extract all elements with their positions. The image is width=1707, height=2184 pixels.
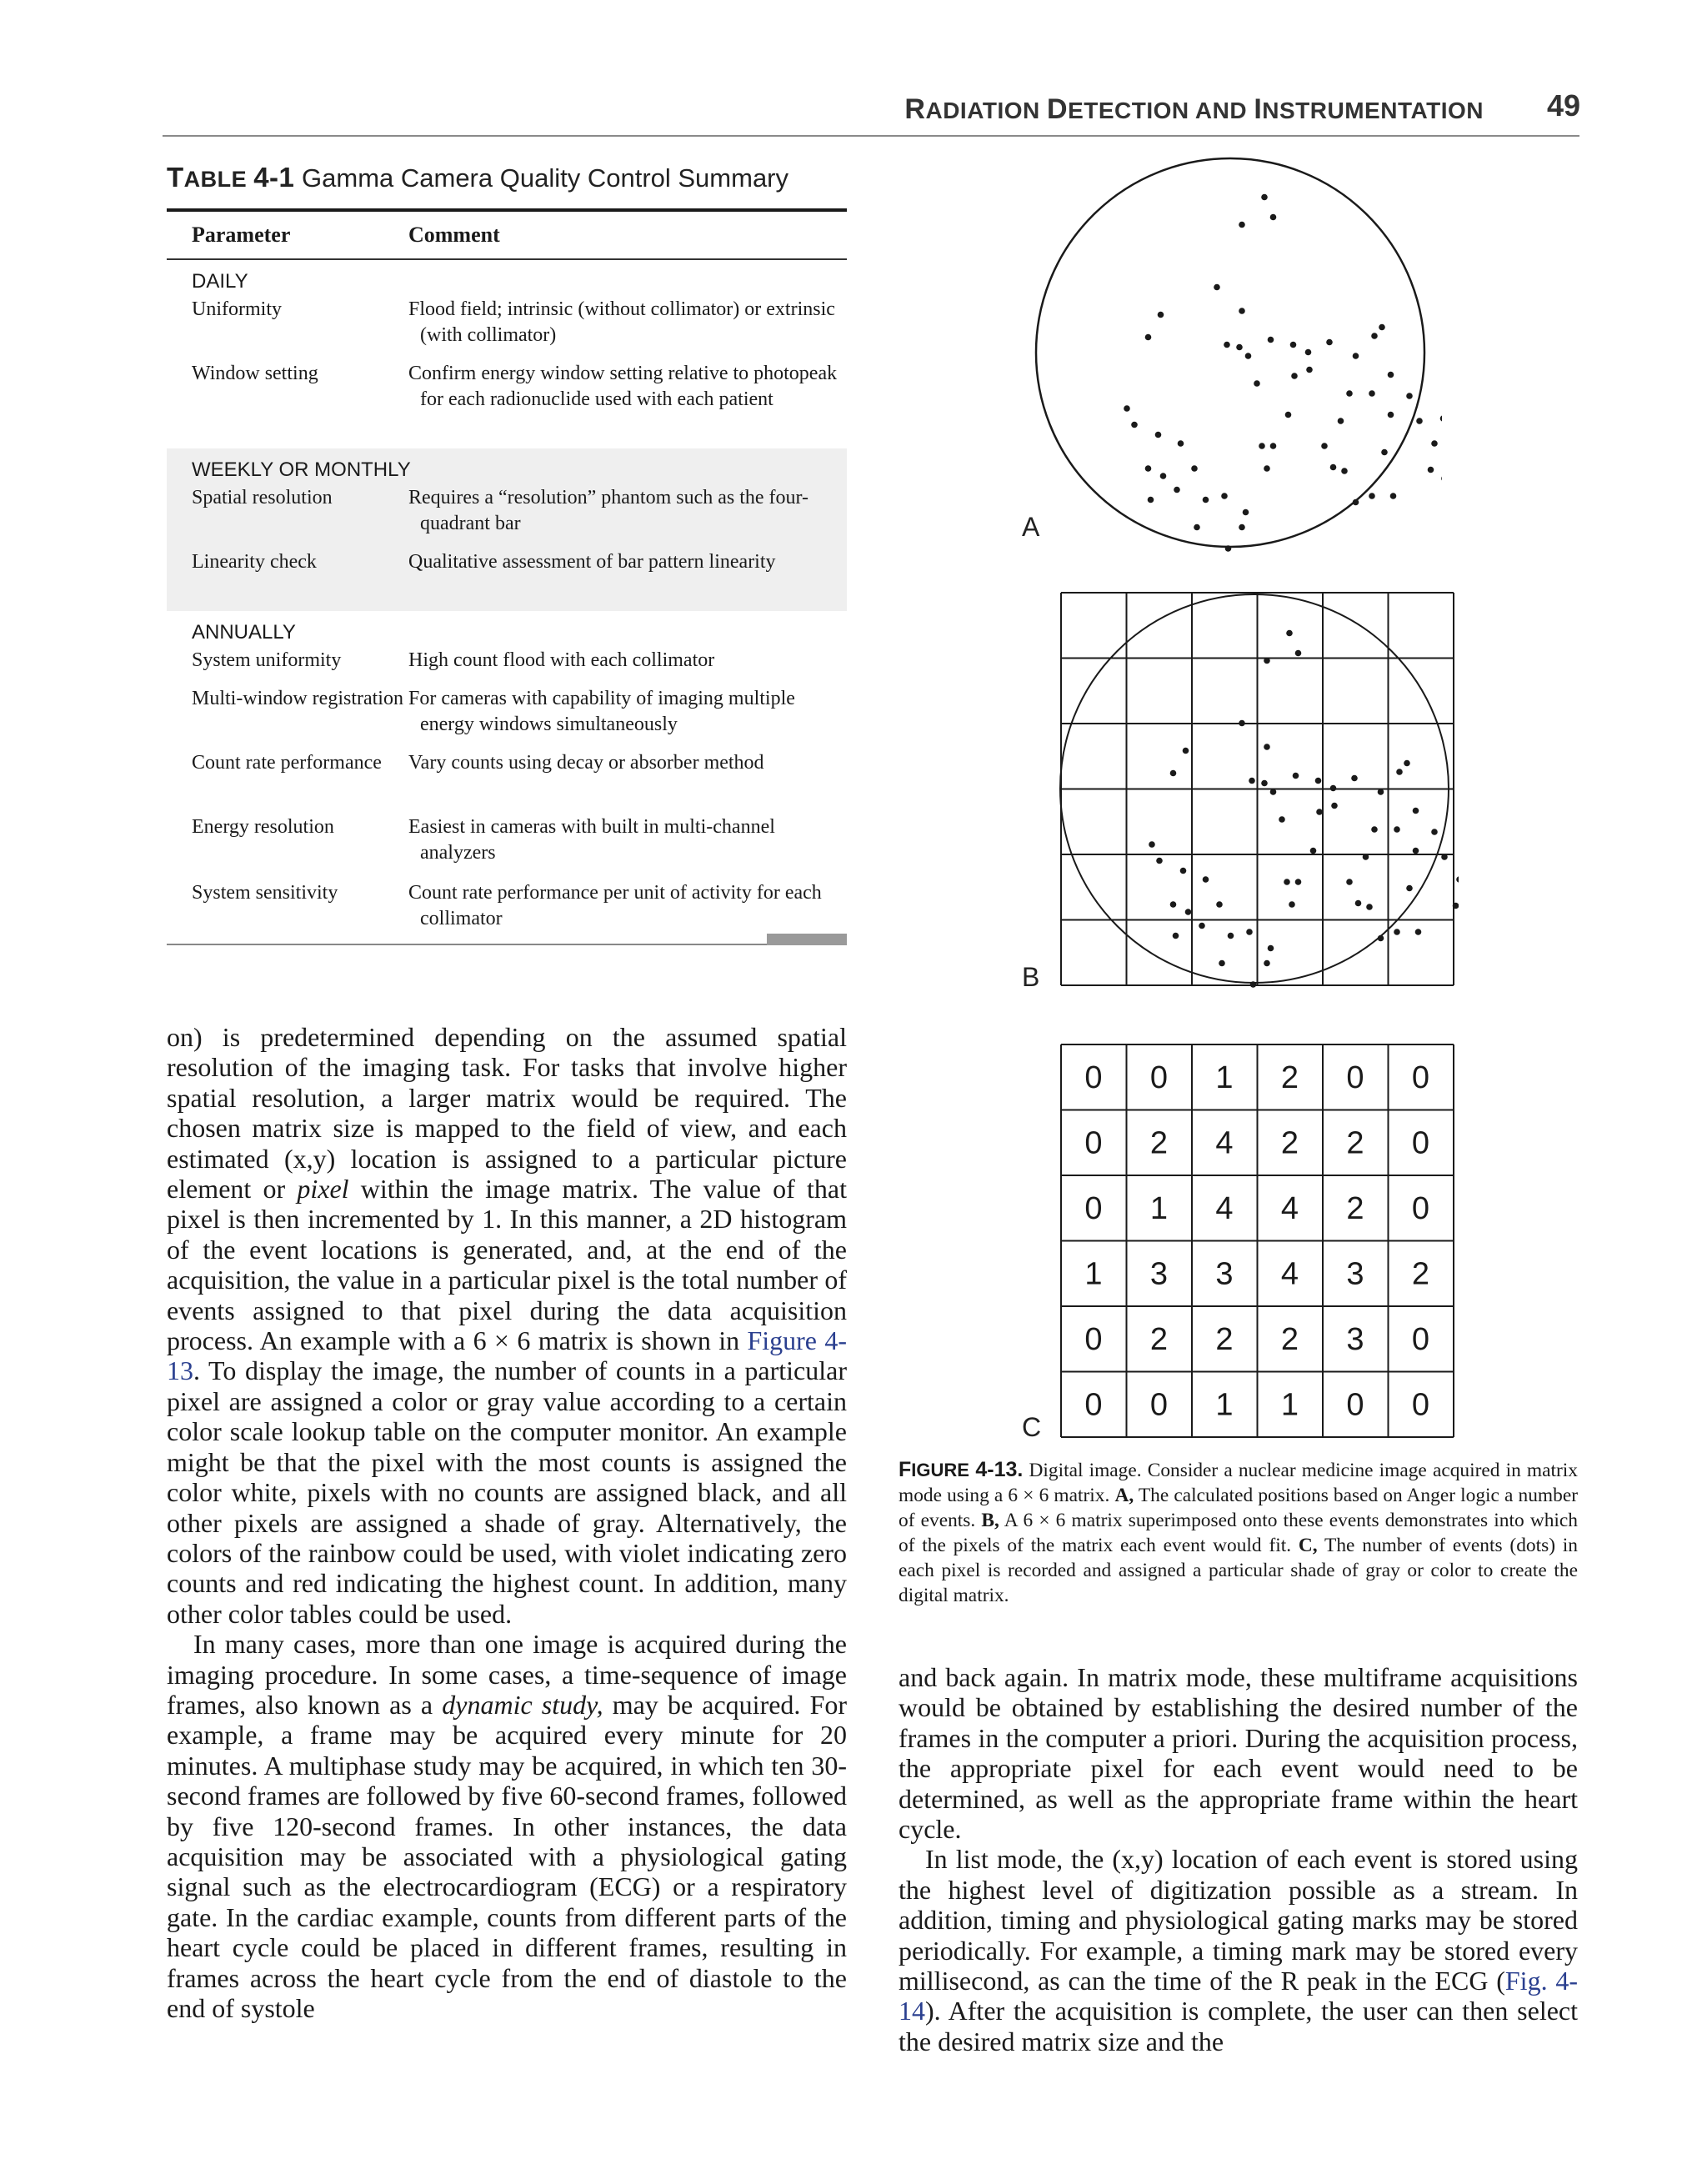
event-dot bbox=[1388, 372, 1394, 378]
figure-label-c: C bbox=[1022, 1412, 1042, 1442]
event-dot bbox=[1284, 879, 1290, 885]
event-dot bbox=[1261, 780, 1268, 787]
matrix-count: 4 bbox=[1215, 1125, 1234, 1161]
event-dot bbox=[1131, 422, 1138, 428]
event-dot bbox=[1363, 854, 1369, 860]
matrix-count: 0 bbox=[1084, 1191, 1103, 1226]
event-dot bbox=[1236, 344, 1243, 351]
matrix-count: 3 bbox=[1346, 1256, 1364, 1292]
matrix-count: 2 bbox=[1411, 1256, 1430, 1292]
event-dot bbox=[1219, 960, 1225, 967]
matrix-count: 0 bbox=[1149, 1060, 1169, 1095]
matrix-grid bbox=[1061, 593, 1454, 985]
event-dot bbox=[1353, 353, 1359, 359]
table-row: System sensitivity Count rate performance per unit of activity for each collimator bbox=[192, 882, 822, 929]
matrix-count: 3 bbox=[1149, 1256, 1169, 1292]
event-dot bbox=[1170, 770, 1177, 777]
event-dot bbox=[1261, 194, 1268, 201]
event-dot bbox=[1145, 465, 1152, 472]
table-bottom-rule bbox=[167, 944, 847, 945]
event-dot bbox=[1183, 748, 1189, 754]
matrix-count: 0 bbox=[1411, 1191, 1430, 1226]
event-dot bbox=[1124, 405, 1130, 412]
event-dot bbox=[1239, 308, 1245, 314]
event-dot bbox=[1264, 465, 1270, 472]
event-dot bbox=[1239, 720, 1245, 727]
page-number: 49 bbox=[1546, 88, 1580, 123]
event-dot bbox=[1199, 923, 1205, 929]
event-dot bbox=[1295, 650, 1302, 657]
event-dot bbox=[1293, 773, 1299, 779]
event-dot bbox=[1441, 475, 1442, 482]
event-dot bbox=[1224, 342, 1230, 348]
event-dot bbox=[1249, 778, 1255, 784]
matrix-grid bbox=[1061, 1044, 1454, 1437]
figure-caption: FIGURE 4-13. Digital image. Consider a nuclear medicine image acquired in matrix mode using a 6 × 6 matrix. A, The calculated positions based on Anger logic a number of events. B, A 6 × 6 matrix superimposed onto these events demonstrates into which of the pixels of the matrix each event would fit. C, The number of events (dots) in each pixel is recorded and assigned a particular shade of gray or color to create the digital matrix. bbox=[899, 1458, 1578, 1606]
matrix-count: 0 bbox=[1411, 1125, 1430, 1161]
event-dot bbox=[1378, 789, 1384, 795]
matrix-count: 1 bbox=[1280, 1387, 1299, 1423]
matrix-count: 1 bbox=[1149, 1191, 1169, 1226]
matrix-count: 0 bbox=[1346, 1387, 1364, 1423]
matrix-count: 4 bbox=[1280, 1256, 1299, 1292]
event-dot bbox=[1214, 284, 1220, 291]
event-dot bbox=[1170, 901, 1177, 908]
table-title-text: Gamma Camera Quality Control Summary bbox=[302, 163, 789, 193]
event-dot bbox=[1148, 497, 1154, 503]
paragraph: In many cases, more than one image is acquired during the imaging procedure. In some cases, a time-sequence of image frames, also known as a dynamic study, may be acquired. For example, a frame may be acquired every minute for 20 minutes. A multiphase study may be acquired, in which ten 30-second frames are followed by five 60-second frames, followed by five 120-second frames. In other instances, the data acquisition may be associated with a physiological gating signal such as the electrocardiogram (ECG) or a respiratory gate. In the cardiac example, counts from different parts of the heart cycle could be placed in different frames, resulting in frames across the heart cycle from the end of diastole to the end of systole bbox=[167, 1629, 848, 2023]
left-column-text bbox=[167, 1022, 847, 2023]
event-dot bbox=[1216, 901, 1223, 908]
event-dot bbox=[1268, 337, 1274, 343]
figure-label-b: B bbox=[1022, 962, 1040, 992]
event-dot bbox=[1330, 464, 1337, 471]
header-rule bbox=[163, 135, 1579, 137]
event-dot bbox=[1381, 449, 1388, 456]
event-dot bbox=[1338, 418, 1344, 424]
event-dot bbox=[1355, 900, 1362, 907]
event-dot bbox=[1441, 854, 1448, 860]
event-dot bbox=[1310, 848, 1317, 854]
matrix-count: 0 bbox=[1084, 1060, 1103, 1095]
matrix-count: 0 bbox=[1411, 1060, 1430, 1095]
event-dots bbox=[1149, 630, 1459, 988]
paragraph: and back again. In matrix mode, these multiframe acquisitions would be obtained by establishing the desired number of the frames in the computer a priori. During the acquisition process, the appropriate pixel for each event would need to be determined, as well as the appropriate frame within the heart cycle. bbox=[899, 1662, 1578, 1845]
field-of-view-circle bbox=[1036, 158, 1424, 547]
event-dot bbox=[1353, 499, 1359, 506]
figure-4-13-link[interactable]: Figure 4-13 bbox=[167, 1325, 848, 1386]
table-row: Uniformity Flood field; intrinsic (without collimator) or extrinsic (with collimator) bbox=[192, 298, 835, 346]
table-end-bar bbox=[767, 934, 847, 945]
event-dot bbox=[1203, 876, 1209, 883]
section-label: ANNUALLY bbox=[192, 621, 296, 644]
event-dot bbox=[1185, 909, 1192, 915]
matrix-count: 1 bbox=[1215, 1060, 1234, 1095]
event-dot bbox=[1264, 960, 1270, 967]
matrix-count: 0 bbox=[1149, 1387, 1169, 1423]
event-dot bbox=[1371, 826, 1378, 833]
matrix-count: 2 bbox=[1280, 1322, 1299, 1357]
matrix-count: 0 bbox=[1084, 1125, 1103, 1161]
event-dot bbox=[1379, 324, 1385, 331]
event-dot bbox=[1155, 432, 1162, 438]
event-dot bbox=[1413, 848, 1419, 854]
matrix-count: 3 bbox=[1346, 1322, 1364, 1357]
event-dot bbox=[1396, 769, 1403, 775]
event-dot bbox=[1306, 367, 1313, 373]
matrix-count: 0 bbox=[1346, 1060, 1364, 1095]
event-dot bbox=[1390, 493, 1397, 499]
matrix-count: 0 bbox=[1084, 1387, 1103, 1423]
event-dot bbox=[1243, 509, 1249, 516]
event-dot bbox=[1369, 493, 1375, 499]
event-dot bbox=[1305, 349, 1312, 356]
event-dot bbox=[1331, 803, 1338, 809]
event-dot bbox=[1250, 981, 1257, 988]
table-row: Energy resolution Easiest in cameras with built in multi-channel analyzers bbox=[192, 816, 775, 864]
matrix-count: 0 bbox=[1084, 1322, 1103, 1357]
event-dot bbox=[1194, 524, 1200, 531]
event-dot bbox=[1191, 465, 1198, 472]
section-label: DAILY bbox=[192, 270, 248, 293]
event-dot bbox=[1378, 935, 1384, 942]
event-dot bbox=[1315, 778, 1322, 784]
event-dot bbox=[1326, 339, 1333, 346]
matrix-count: 3 bbox=[1215, 1256, 1234, 1292]
matrix-count: 1 bbox=[1215, 1387, 1234, 1423]
right-column-text bbox=[899, 1662, 1578, 2056]
event-dot bbox=[1264, 658, 1270, 664]
matrix-count: 4 bbox=[1215, 1191, 1234, 1226]
matrix-count: 2 bbox=[1280, 1060, 1299, 1095]
event-dot bbox=[1239, 524, 1245, 531]
figure-4-14-link[interactable]: Fig. 4-14 bbox=[899, 1966, 1579, 2026]
matrix-count: 2 bbox=[1280, 1125, 1299, 1161]
event-dot bbox=[1259, 443, 1265, 449]
event-dot bbox=[1174, 487, 1180, 493]
section-weekly-monthly bbox=[167, 448, 847, 611]
event-dot bbox=[1268, 945, 1274, 952]
event-dot bbox=[1453, 903, 1459, 909]
event-dot bbox=[1203, 497, 1209, 503]
event-dot bbox=[1289, 901, 1295, 908]
event-dot bbox=[1160, 473, 1167, 479]
col-header-comment: Comment bbox=[408, 223, 500, 247]
figure-c-count-matrix bbox=[1059, 1042, 1459, 1442]
event-dot bbox=[1245, 353, 1252, 359]
event-dot bbox=[1341, 468, 1348, 474]
matrix-count: 2 bbox=[1149, 1125, 1169, 1161]
event-dot bbox=[1366, 904, 1373, 910]
event-dot bbox=[1415, 929, 1422, 935]
matrix-count: 2 bbox=[1149, 1322, 1169, 1357]
event-dot bbox=[1270, 443, 1277, 449]
table-row: Multi-window registration For cameras with capability of imaging multiple energy windows simultaneously bbox=[192, 688, 795, 735]
table-row: Count rate performance Vary counts using decay or absorber method bbox=[192, 752, 764, 774]
event-dot bbox=[1246, 929, 1253, 935]
event-dot bbox=[1290, 342, 1297, 348]
event-dot bbox=[1270, 789, 1277, 795]
table-row: Window setting Confirm energy window setting relative to photopeak for each radionuclide used with each patient bbox=[192, 363, 838, 410]
event-dot bbox=[1228, 933, 1234, 939]
matrix-count: 2 bbox=[1215, 1322, 1234, 1357]
event-dot bbox=[1149, 841, 1155, 848]
table-row: Spatial resolution Requires a “resolution” phantom such as the four-quadrant bar bbox=[192, 487, 809, 534]
event-dot bbox=[1369, 390, 1375, 397]
event-dot bbox=[1388, 412, 1394, 418]
table-title: TABLE 4-1 Gamma Camera Quality Control Summary bbox=[167, 162, 789, 193]
event-dot bbox=[1394, 826, 1400, 833]
event-dot bbox=[1394, 929, 1400, 935]
event-dot bbox=[1428, 467, 1434, 473]
section-annually bbox=[167, 611, 847, 932]
event-dot bbox=[1431, 829, 1438, 835]
event-dot bbox=[1371, 333, 1378, 339]
col-header-parameter: Parameter bbox=[192, 223, 291, 247]
event-dot bbox=[1440, 415, 1442, 422]
table-row: System uniformity High count flood with each collimator bbox=[192, 649, 715, 671]
event-dot bbox=[1180, 868, 1187, 874]
event-dot bbox=[1225, 545, 1232, 552]
figure-b-grid-overlay bbox=[1059, 590, 1459, 990]
event-dot bbox=[1156, 858, 1163, 864]
event-dot bbox=[1178, 440, 1184, 447]
figure-label-a: A bbox=[1022, 512, 1040, 542]
event-dot bbox=[1456, 876, 1459, 883]
event-dot bbox=[1406, 885, 1413, 892]
event-dot bbox=[1279, 816, 1285, 823]
event-dot bbox=[1346, 390, 1353, 397]
paragraph: In list mode, the (x,y) location of each event is stored using the highest level of digitization possible as a stream. In addition, timing and physiological gating marks may be stored periodically. For example, a timing mark may be stored every millisecond, as can the time of the R peak in the ECG (Fig. 4-14). After the acquisition is complete, the user can then select the desired matrix size and the bbox=[899, 1844, 1579, 2056]
event-dot bbox=[1351, 775, 1358, 782]
event-dot bbox=[1295, 879, 1302, 885]
matrix-count: 4 bbox=[1280, 1191, 1299, 1226]
paragraph: on) is predetermined depending on the assumed spatial resolution of the imaging task. For tasks that involve higher spatial resolution, a larger matrix would be required. The chosen matrix size is mapped to the field of view, and each estimated (x,y) location is assigned to a particular picture element or pixel within the image matrix. The value of that pixel is then incremented by 1. In this manner, a 2D histogram of the event locations is generated, and, at the end of the acquisition, the value in a particular pixel is the total number of events assigned to that pixel during the data acquisition process. An example with a 6 × 6 matrix is shown in Figure 4-13. To display the image, the number of counts in a particular pixel are assigned a color or gray value according to a certain color scale lookup table on the computer monitor. An example might be that the pixel with the most counts is assigned the color white, pixels with no counts are assigned black, and all other pixels are assigned a shade of gray. Alternatively, the colors of the rainbow could be used, with violet indicating zero counts and red indicating the highest count. In addition, many other color tables could be used. bbox=[167, 1022, 848, 1629]
table-header-row bbox=[167, 212, 847, 260]
event-dot bbox=[1270, 214, 1277, 221]
event-dot bbox=[1221, 493, 1228, 499]
matrix-count: 1 bbox=[1084, 1256, 1103, 1292]
matrix-count: 0 bbox=[1411, 1322, 1430, 1357]
event-dot bbox=[1406, 393, 1413, 399]
figure-a-event-dots bbox=[1025, 142, 1442, 592]
event-dot bbox=[1321, 443, 1328, 449]
running-head: RADIATION DETECTION AND INSTRUMENTATION bbox=[904, 93, 1484, 125]
event-dot bbox=[1286, 630, 1293, 637]
event-dot bbox=[1145, 334, 1152, 341]
event-dot bbox=[1316, 809, 1323, 815]
event-dot bbox=[1254, 380, 1260, 387]
event-dot bbox=[1239, 222, 1245, 228]
table-row: Linearity check Qualitative assessment of bar pattern linearity bbox=[192, 551, 776, 573]
section-label: WEEKLY OR MONTHLY bbox=[192, 458, 411, 481]
event-dot bbox=[1330, 785, 1337, 792]
event-dot bbox=[1413, 808, 1419, 814]
qc-table bbox=[167, 208, 847, 945]
matrix-count: 0 bbox=[1411, 1387, 1430, 1423]
event-dot bbox=[1346, 879, 1353, 885]
event-dot bbox=[1173, 933, 1179, 939]
matrix-count: 2 bbox=[1346, 1191, 1364, 1226]
event-dot bbox=[1404, 760, 1410, 767]
event-dot bbox=[1431, 440, 1438, 447]
event-dot bbox=[1158, 312, 1164, 318]
event-dot bbox=[1264, 744, 1270, 750]
section-daily bbox=[167, 260, 847, 448]
event-dot bbox=[1416, 418, 1423, 424]
event-dot bbox=[1291, 373, 1298, 379]
matrix-count: 2 bbox=[1346, 1125, 1364, 1161]
event-dot bbox=[1285, 412, 1292, 418]
